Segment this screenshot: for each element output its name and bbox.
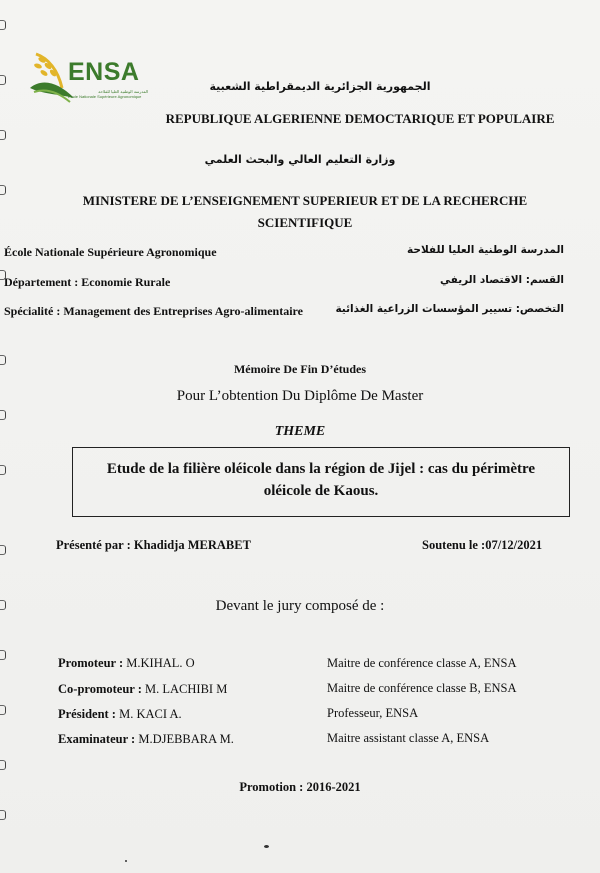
- department-arabic: القسم: الاقتصاد الريفي: [440, 274, 564, 286]
- logo-wordmark: ENSA: [68, 58, 140, 86]
- speciality-french: Spécialité : Management des Entreprises Agro-alimentaire: [4, 304, 303, 318]
- jury-role: Promoteur :: [58, 656, 124, 670]
- jury-rank: Professeur, ENSA: [327, 706, 419, 720]
- republic-arabic: الجمهورية الجزائرية الديمقراطية الشعبية: [209, 80, 431, 93]
- defense-date: Soutenu le :07/12/2021: [422, 538, 543, 552]
- jury-name: M. KACI A.: [119, 707, 182, 721]
- logo-subtitle: المدرسة الوطنية العليا للفلاحة Ecole Nationale Supérieure Agronomique: [68, 89, 148, 99]
- scan-speck: [125, 860, 127, 862]
- jury-name: M. LACHIBI M: [145, 682, 228, 696]
- jury-rank: Maitre de conférence classe B, ENSA: [327, 681, 517, 695]
- jury-rank: Maitre de conférence classe A, ENSA: [327, 656, 517, 670]
- theme-title: Etude de la filière oléicole dans la région de Jijel : cas du périmètre oléicole de Kaous.: [106, 461, 536, 499]
- school-french: École Nationale Supérieure Agronomique: [4, 245, 217, 259]
- scan-speck: [264, 845, 269, 848]
- theme-label: THEME: [274, 424, 326, 439]
- memoire-label: Mémoire De Fin D’études: [233, 362, 367, 376]
- jury-heading: Devant le jury composé de :: [215, 598, 385, 614]
- ministry-french: MINISTERE DE L’ENSEIGNEMENT SUPERIEUR ET DE LA RECHERCHE SCIENTIFIQUE: [82, 193, 528, 230]
- presented-by: Présenté par : Khadidja MERABET: [56, 538, 251, 552]
- jury-role: Président :: [58, 707, 116, 721]
- jury-name: M.DJEBBARA M.: [138, 732, 234, 746]
- jury-member-examinateur: [58, 732, 234, 747]
- ministry-arabic: وزارة التعليم العالي والبحث العلمي: [204, 153, 396, 166]
- speciality-arabic: التخصص: تسيير المؤسسات الزراعية الغذائية: [335, 303, 564, 315]
- republic-french: REPUBLIQUE ALGERIENNE DEMOCTARIQUE ET POPULAIRE: [165, 111, 555, 126]
- jury-member-president: [58, 707, 182, 722]
- jury-member-copromoteur: [58, 682, 227, 697]
- promotion-years: Promotion : 2016-2021: [239, 780, 361, 794]
- jury-role: Co-promoteur :: [58, 682, 142, 696]
- theme-box: [72, 447, 570, 517]
- diploma-line: Pour L’obtention Du Diplôme De Master: [176, 388, 424, 404]
- jury-name: M.KIHAL. O: [126, 656, 195, 670]
- department-french: Département : Economie Rurale: [4, 275, 171, 289]
- jury-role: Examinateur :: [58, 732, 136, 746]
- jury-rank: Maitre assistant classe A, ENSA: [327, 731, 490, 745]
- jury-member-promoteur: [58, 656, 195, 671]
- ensa-logo: [28, 48, 148, 108]
- school-arabic: المدرسة الوطنية العليا للفلاحة: [407, 244, 564, 256]
